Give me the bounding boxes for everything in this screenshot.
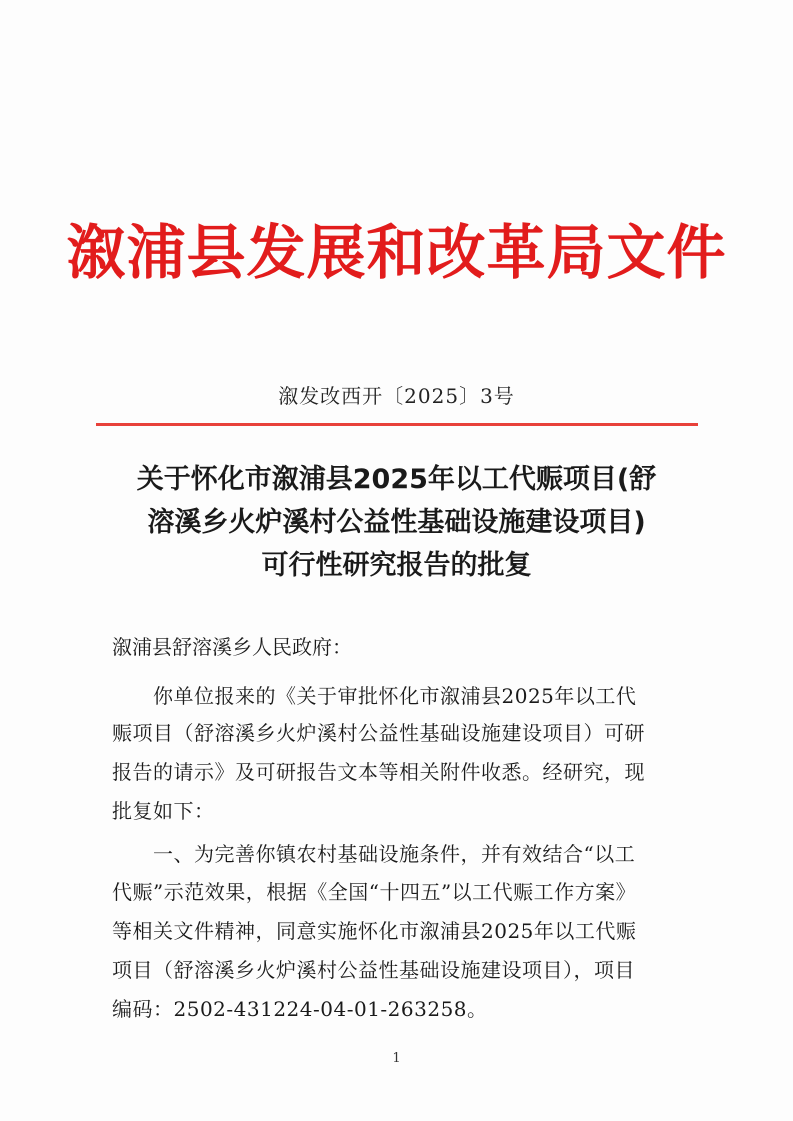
page-number: 1 [392,1051,401,1066]
issuer-header: 溆浦县发展和改革局文件 [66,218,727,287]
body-line-2: 赈项目（舒溶溪乡火炉溪村公益性基础设施建设项目）可研 [112,721,645,745]
title-line-3: 可行性研究报告的批复 [261,550,532,581]
title-line-2: 溶溪乡火炉溪村公益性基础设施建设项目) [147,507,646,538]
body-line-3: 报告的请示》及可研报告文本等相关附件收悉。经研究，现 [112,760,645,784]
body-line-9: 编码：2502-431224-04-01-263258。 [112,997,488,1021]
body-line-6: 代赈”示范效果，根据《全国“十四五”以工代赈工作方案》 [112,880,637,904]
document-title [70,458,723,587]
body-line-7: 等相关文件精神，同意实施怀化市溆浦县2025年以工代赈 [112,919,637,943]
body-line-5: 一、为完善你镇农村基础设施条件，并有效结合“以工 [153,842,636,866]
document-number: 溆发改西开〔2025〕3号 [278,384,515,408]
red-divider-line [96,423,698,426]
body-line-1: 你单位报来的《关于审批怀化市溆浦县2025年以工代 [153,684,637,708]
body-line-8: 项目（舒溶溪乡火炉溪村公益性基础设施建设项目），项目 [112,958,635,982]
title-line-1: 关于怀化市溆浦县2025年以工代赈项目(舒 [136,464,657,495]
salutation: 溆浦县舒溶溪乡人民政府： [112,635,352,659]
body-line-4: 批复如下： [112,799,215,823]
